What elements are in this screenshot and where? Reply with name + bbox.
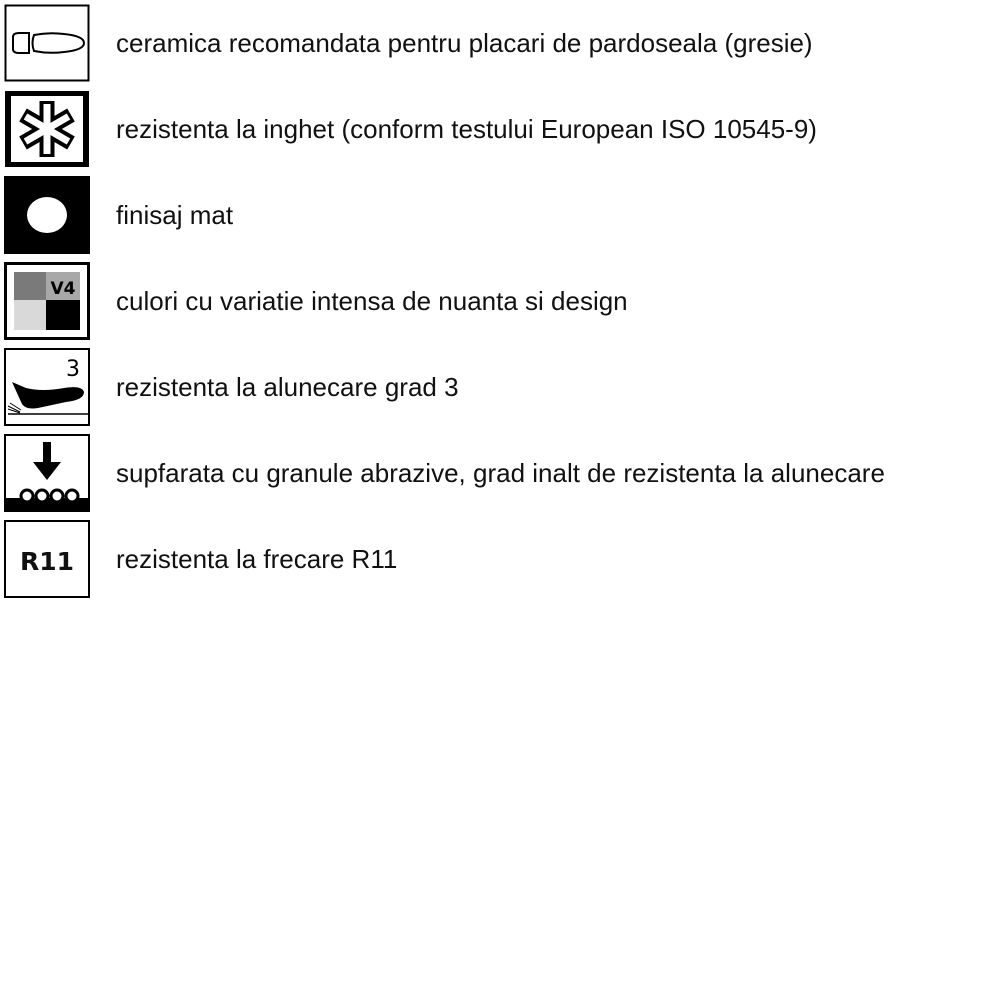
matte-finish-icon <box>4 176 90 254</box>
legend-row-floor-use <box>0 0 1000 86</box>
friction-class-text: R11 <box>19 547 75 576</box>
legend-label: rezistenta la frecare R11 <box>116 544 398 574</box>
legend-label: rezistenta la inghet (conform testului European ISO 10545-9) <box>116 114 817 144</box>
slip-resistance-3-icon <box>4 348 90 426</box>
legend-row-matte-finish <box>0 172 1000 258</box>
legend-label: supfarata cu granule abrazive, grad inalt de rezistenta la alunecare <box>116 458 885 488</box>
variation-code-text: V4 <box>50 279 76 299</box>
legend-label: rezistenta la alunecare grad 3 <box>116 372 459 402</box>
legend-label: culori cu variatie intensa de nuanta si design <box>116 286 628 316</box>
legend-row-slip-resistance <box>0 344 1000 430</box>
legend-row-friction-r11 <box>0 516 1000 602</box>
frost-resistance-icon <box>4 90 90 168</box>
color-variation-v4-icon <box>4 262 90 340</box>
slip-grade-text: 3 <box>66 357 80 382</box>
legend-label: ceramica recomandata pentru placari de pardoseala (gresie) <box>116 28 813 58</box>
footprint-icon <box>4 4 90 82</box>
abrasive-granules-icon <box>4 434 90 512</box>
friction-r11-icon <box>4 520 90 598</box>
legend-row-abrasive-granules <box>0 430 1000 516</box>
legend-row-color-variation <box>0 258 1000 344</box>
legend-label: finisaj mat <box>116 200 234 230</box>
legend-row-frost-resistance <box>0 86 1000 172</box>
